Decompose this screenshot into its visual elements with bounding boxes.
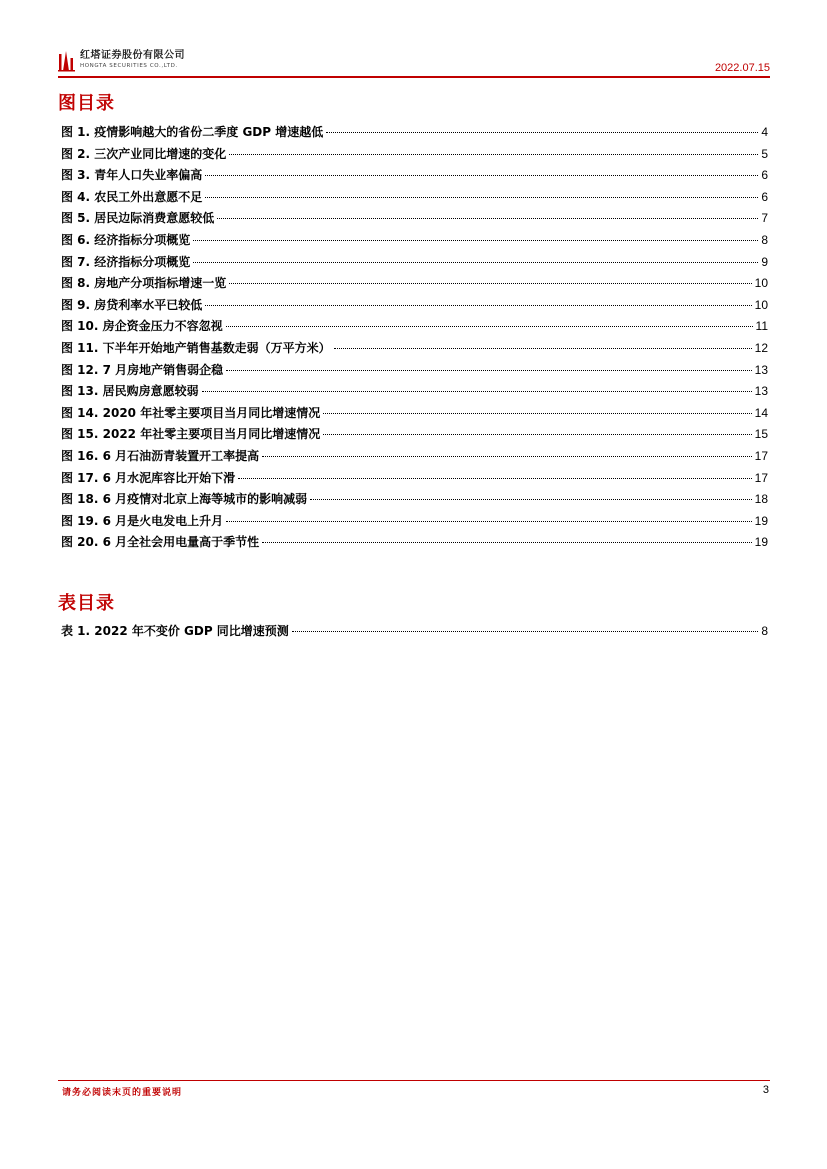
toc-entry-label[interactable]: 图 20. 6 月全社会用电量高于季节性 — [61, 535, 260, 550]
toc-dot-leader — [202, 391, 752, 392]
toc-entry-page[interactable]: 8 — [761, 232, 768, 247]
toc-entry-label[interactable]: 图 19. 6 月是火电发电上升月 — [61, 513, 224, 528]
toc-dot-leader — [229, 154, 758, 155]
toc-entry[interactable] — [61, 469, 768, 491]
toc-dot-leader — [334, 348, 752, 349]
figure-list-title: 图目录 — [58, 93, 115, 114]
toc-entry[interactable] — [61, 490, 768, 512]
toc-entry-label[interactable]: 图 15. 2022 年社零主要项目当月同比增速情况 — [61, 427, 321, 442]
toc-entry[interactable] — [61, 447, 768, 469]
toc-entry-page[interactable]: 19 — [754, 535, 768, 550]
toc-dot-leader — [226, 370, 751, 371]
toc-entry-page[interactable]: 6 — [761, 189, 768, 204]
toc-entry[interactable] — [61, 123, 768, 145]
toc-entry-page[interactable]: 4 — [761, 125, 768, 139]
toc-entry[interactable] — [61, 296, 768, 318]
toc-entry-label[interactable]: 图 9. 房贷利率水平已较低 — [61, 297, 203, 312]
figure-toc — [61, 123, 768, 555]
toc-entry-label[interactable]: 表 1. 2022 年不变价 GDP 同比增速预测 — [61, 624, 289, 638]
toc-entry[interactable] — [61, 317, 768, 339]
toc-entry[interactable] — [61, 382, 768, 404]
toc-entry[interactable] — [61, 339, 768, 361]
disclaimer-note: 请务必阅读末页的重要说明 — [62, 1088, 183, 1098]
toc-entry-page[interactable]: 15 — [754, 427, 768, 442]
toc-entry-page[interactable]: 18 — [754, 492, 768, 507]
toc-dot-leader — [310, 499, 751, 500]
toc-entry[interactable] — [61, 166, 768, 188]
toc-dot-leader — [262, 542, 751, 543]
toc-entry-label[interactable]: 图 17. 6 月水泥库容比开始下滑 — [61, 470, 236, 485]
toc-entry-page[interactable]: 10 — [754, 297, 768, 312]
toc-entry[interactable] — [61, 274, 768, 296]
toc-dot-leader — [262, 456, 751, 457]
toc-entry-label[interactable]: 图 6. 经济指标分项概览 — [61, 232, 191, 247]
toc-entry-page[interactable]: 6 — [761, 168, 768, 183]
toc-dot-leader — [205, 305, 751, 306]
toc-dot-leader — [326, 132, 758, 133]
toc-entry-page[interactable]: 7 — [761, 211, 768, 226]
toc-entry-page[interactable]: 9 — [761, 254, 768, 269]
toc-entry-label[interactable]: 图 18. 6 月疫情对北京上海等城市的影响减弱 — [61, 492, 308, 507]
toc-dot-leader — [229, 283, 751, 284]
toc-dot-leader — [323, 413, 751, 414]
page-number: 3 — [762, 1084, 769, 1096]
toc-entry-label[interactable]: 图 14. 2020 年社零主要项目当月同比增速情况 — [61, 405, 321, 420]
toc-entry-label[interactable]: 图 12. 7 月房地产销售弱企稳 — [61, 362, 224, 377]
toc-entry[interactable] — [61, 622, 768, 644]
company-name-cn: 红塔证券股份有限公司 — [80, 50, 185, 61]
toc-dot-leader — [205, 175, 758, 176]
toc-dot-leader — [205, 197, 758, 198]
toc-dot-leader — [292, 631, 759, 632]
toc-entry-page[interactable]: 10 — [754, 276, 768, 291]
toc-entry-label[interactable]: 图 2. 三次产业同比增速的变化 — [61, 146, 227, 161]
toc-entry[interactable] — [61, 361, 768, 383]
toc-entry-page[interactable]: 11 — [755, 319, 768, 334]
hongta-tower-icon — [58, 50, 76, 72]
toc-entry[interactable] — [61, 404, 768, 426]
toc-entry[interactable] — [61, 145, 768, 167]
toc-dot-leader — [217, 218, 758, 219]
toc-entry-page[interactable]: 17 — [754, 448, 768, 463]
toc-entry-page[interactable]: 14 — [754, 405, 768, 420]
toc-entry[interactable] — [61, 425, 768, 447]
company-logo — [58, 50, 185, 76]
toc-entry[interactable] — [61, 209, 768, 231]
report-date: 2022.07.15 — [714, 62, 770, 74]
toc-entry[interactable] — [61, 231, 768, 253]
page-header — [58, 50, 770, 78]
toc-entry-page[interactable]: 8 — [761, 624, 768, 638]
toc-entry-label[interactable]: 图 1. 疫情影响越大的省份二季度 GDP 增速越低 — [61, 125, 324, 139]
toc-dot-leader — [323, 434, 751, 435]
toc-entry[interactable] — [61, 188, 768, 210]
toc-dot-leader — [193, 240, 758, 241]
toc-entry-page[interactable]: 17 — [754, 470, 768, 485]
toc-entry-label[interactable]: 图 16. 6 月石油沥青装置开工率提高 — [61, 448, 260, 463]
toc-entry-label[interactable]: 图 10. 房企资金压力不容忽视 — [61, 319, 223, 334]
toc-dot-leader — [226, 326, 753, 327]
table-toc — [61, 622, 768, 644]
toc-entry-label[interactable]: 图 4. 农民工外出意愿不足 — [61, 189, 203, 204]
toc-entry-label[interactable]: 图 3. 青年人口失业率偏高 — [61, 168, 203, 183]
toc-entry-page[interactable]: 13 — [754, 384, 768, 399]
header-rule — [58, 76, 770, 78]
toc-dot-leader — [193, 262, 758, 263]
toc-entry-page[interactable]: 13 — [754, 362, 768, 377]
toc-entry[interactable] — [61, 512, 768, 534]
toc-entry-page[interactable]: 19 — [754, 513, 768, 528]
toc-entry-label[interactable]: 图 7. 经济指标分项概览 — [61, 254, 191, 269]
toc-entry-label[interactable]: 图 8. 房地产分项指标增速一览 — [61, 276, 227, 291]
toc-dot-leader — [238, 478, 751, 479]
toc-entry-label[interactable]: 图 5. 居民边际消费意愿较低 — [61, 211, 215, 226]
toc-entry-page[interactable]: 12 — [754, 340, 768, 355]
toc-entry-page[interactable]: 5 — [761, 146, 768, 161]
footer-rule — [58, 1080, 770, 1081]
toc-entry[interactable] — [61, 533, 768, 555]
company-name-en: HONGTA SECURITIES CO.,LTD. — [80, 63, 178, 69]
table-list-title: 表目录 — [58, 593, 115, 614]
toc-entry-label[interactable]: 图 13. 居民购房意愿较弱 — [61, 384, 199, 399]
toc-entry[interactable] — [61, 253, 768, 275]
toc-entry-label[interactable]: 图 11. 下半年开始地产销售基数走弱（万平方米） — [61, 340, 331, 355]
toc-dot-leader — [226, 521, 751, 522]
